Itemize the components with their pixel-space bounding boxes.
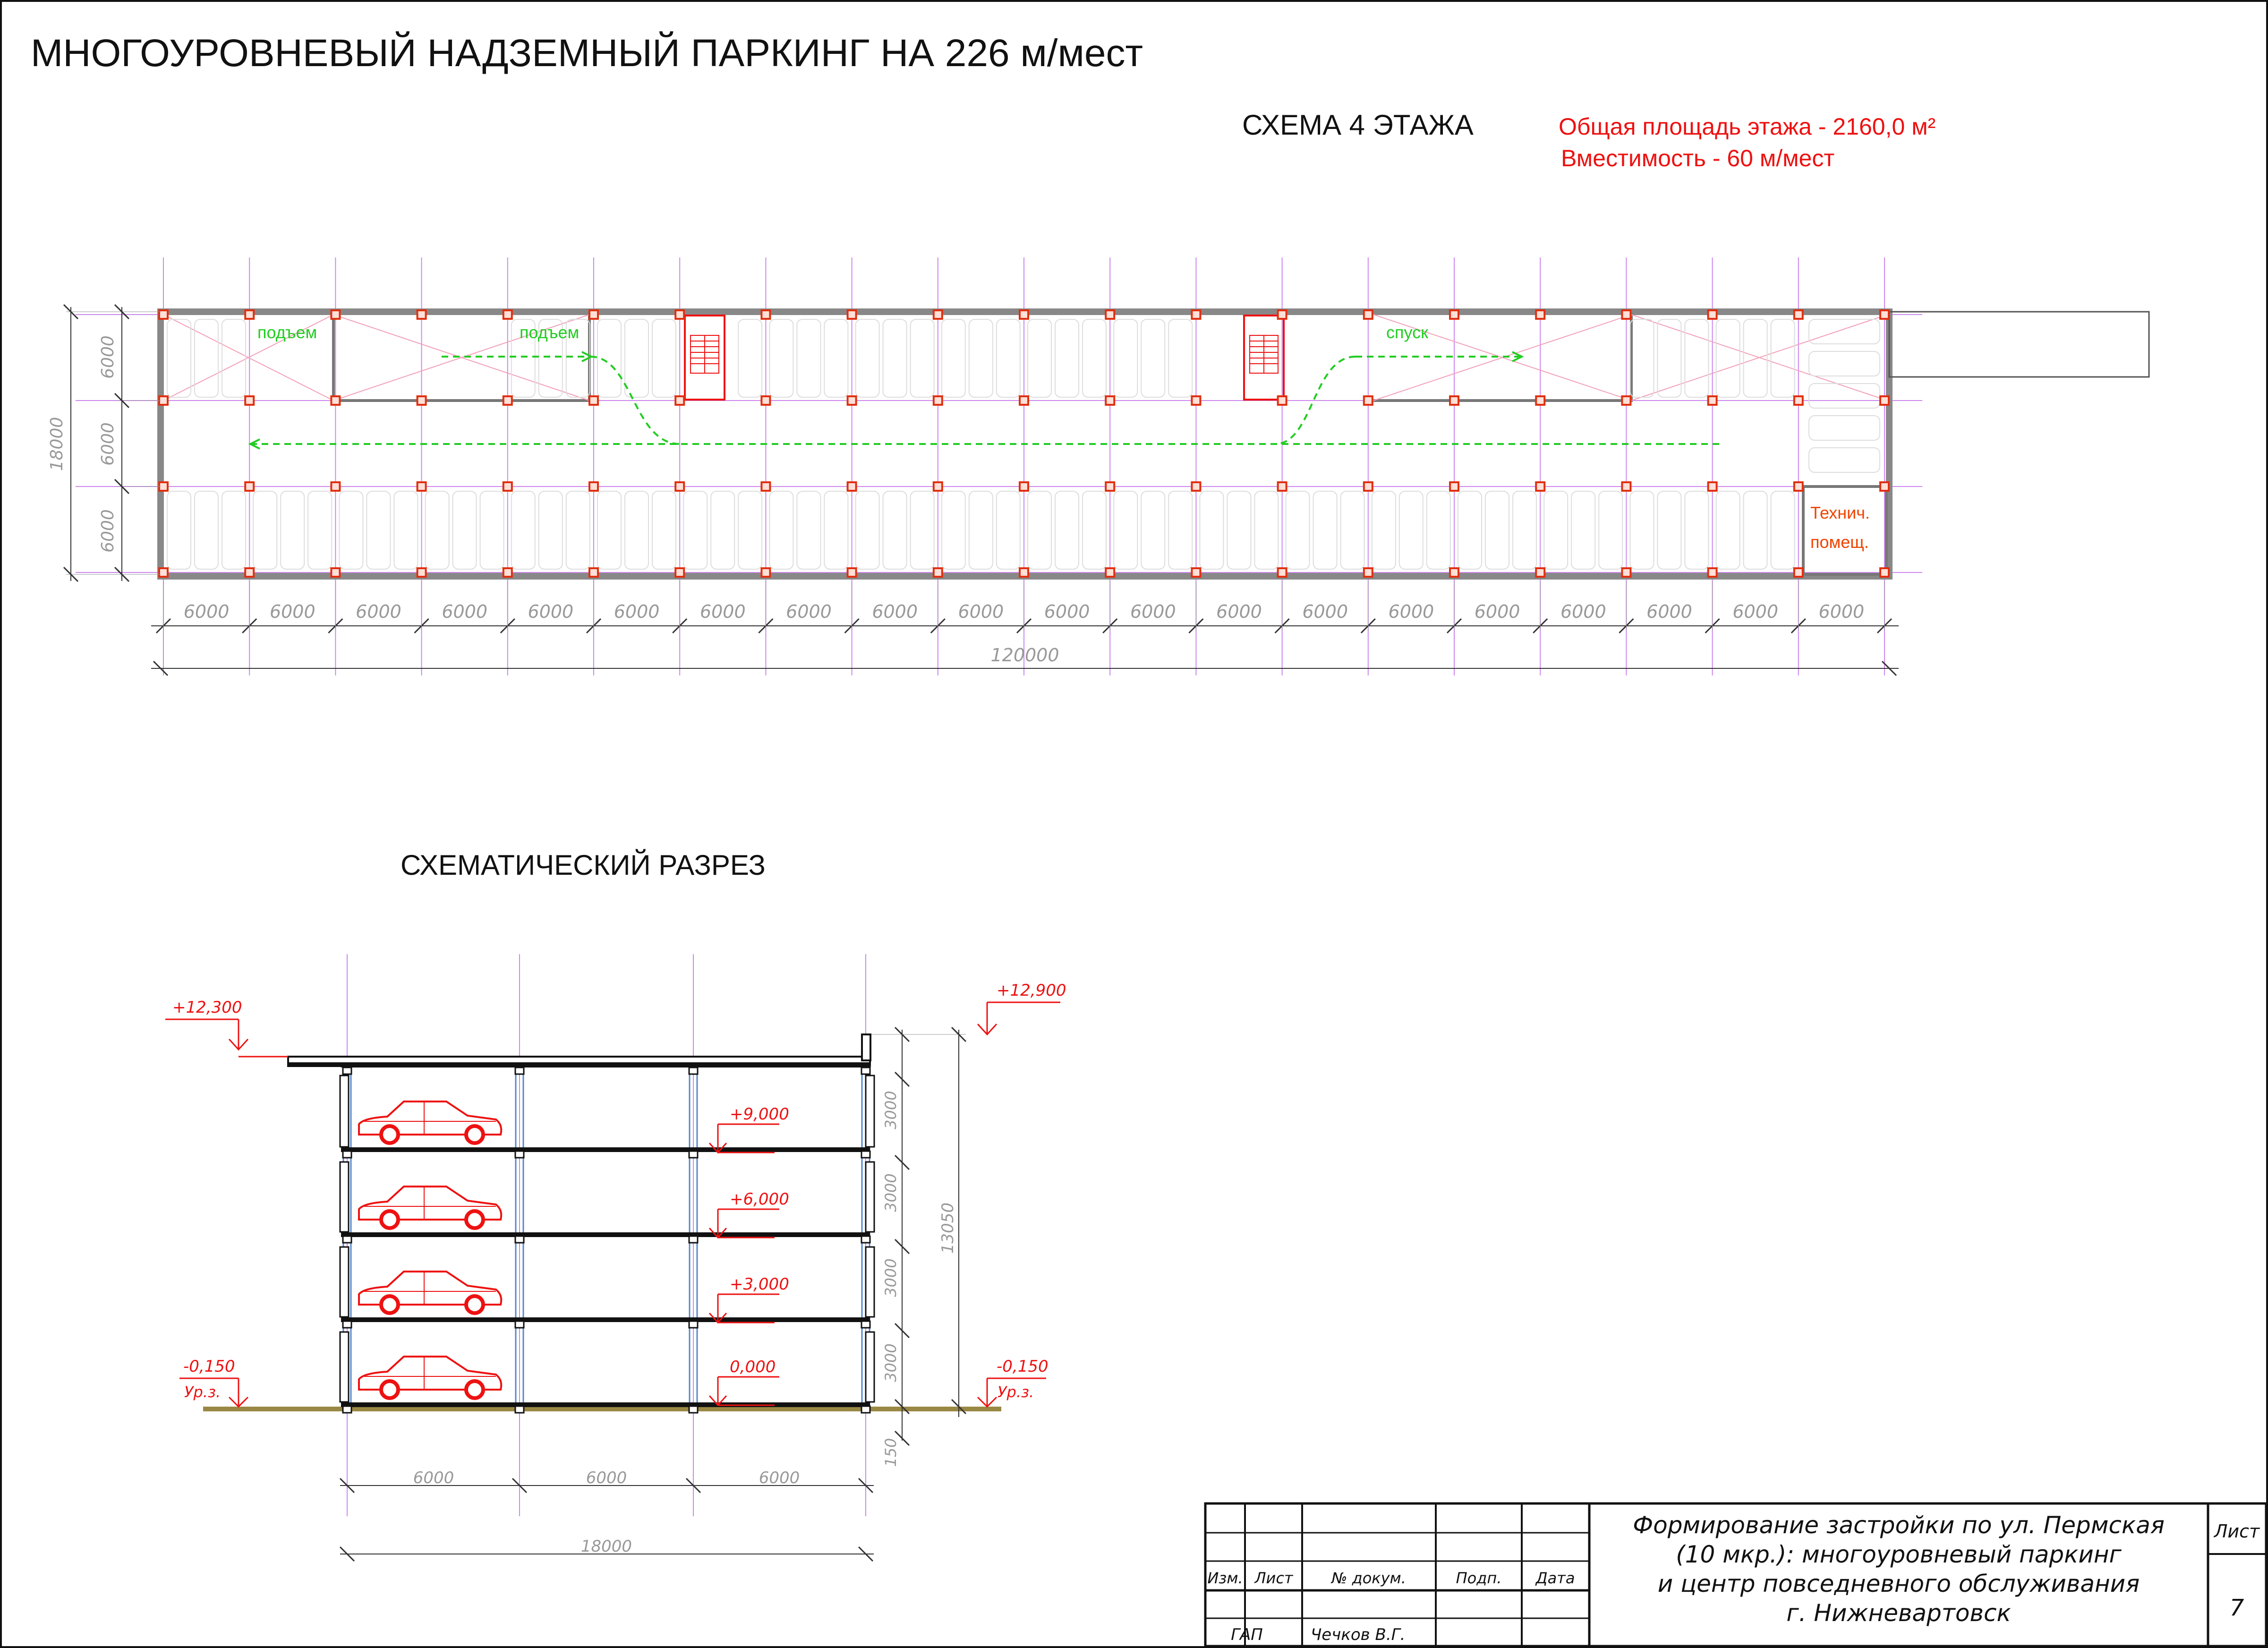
plan-column	[159, 568, 168, 577]
plan-bay-dim: 6000	[786, 601, 832, 622]
plan-bay-dim: 6000	[1474, 601, 1520, 622]
plan-column	[1364, 396, 1373, 405]
parking-stall	[1227, 491, 1251, 569]
slab-support	[515, 1151, 524, 1158]
parking-stall	[1809, 319, 1880, 344]
end-wall	[340, 1332, 349, 1402]
plan-column	[934, 396, 942, 405]
plan-vdim-3: 6000	[98, 509, 118, 553]
parking-stall	[195, 319, 218, 397]
plan-bay-dim: 6000	[1732, 601, 1779, 622]
ground-elevation-left-value: -0,150	[183, 1357, 235, 1376]
slab-support	[861, 1321, 870, 1328]
parking-stall	[453, 491, 477, 569]
plan-column	[848, 568, 856, 577]
plan-column	[1106, 396, 1114, 405]
parking-stall	[426, 491, 449, 569]
plan-column	[1794, 310, 1803, 319]
parking-stall	[1028, 491, 1051, 569]
slab-support	[861, 1406, 870, 1413]
end-wall	[866, 1247, 874, 1317]
plan-column	[1880, 482, 1889, 491]
ground-elevation-left	[179, 1357, 248, 1407]
plan-column	[1622, 568, 1630, 577]
tb-header-date: Дата	[1535, 1569, 1575, 1587]
tb-header-sheet: Лист	[1254, 1569, 1293, 1587]
end-wall	[340, 1247, 349, 1317]
tech-room-label-2: помещ.	[1810, 532, 1869, 552]
parking-stall	[167, 491, 191, 569]
parking-stall	[1771, 319, 1795, 397]
plan-annex	[1889, 312, 2149, 377]
plan-column	[1794, 482, 1803, 491]
storey-dim-3: 3000	[882, 1173, 900, 1212]
section-vertical-dimensions	[871, 1027, 966, 1467]
stairwell-right	[1244, 316, 1284, 400]
ground-line	[203, 1407, 1001, 1411]
tb-role: ГАП	[1231, 1625, 1263, 1644]
tb-header-doc: № докум.	[1331, 1569, 1406, 1587]
tech-room-label-1: Технич.	[1810, 503, 1870, 522]
tb-sheet-label: Лист	[2214, 1521, 2260, 1542]
plan-column	[1536, 396, 1544, 405]
parking-stall	[480, 491, 504, 569]
floor-slab	[341, 1147, 870, 1152]
parking-stall	[1427, 491, 1450, 569]
plan-vdim-1: 6000	[98, 335, 118, 379]
storey-dim-2: 3000	[882, 1258, 900, 1297]
plan-column	[331, 310, 340, 319]
ground-label-right: Ур.з.	[998, 1383, 1034, 1401]
plan-column	[418, 396, 426, 405]
plan-column	[1192, 310, 1200, 319]
plan-column	[503, 310, 512, 319]
car-icon	[359, 1102, 501, 1143]
parking-stall	[308, 491, 332, 569]
plan-column	[503, 396, 512, 405]
capacity-info: Вместимость - 60 м/мест	[1561, 145, 1835, 171]
parking-stall	[1716, 319, 1740, 397]
plan-column	[1278, 482, 1287, 491]
roof-elevation-right	[978, 981, 1066, 1034]
parking-stall	[911, 319, 934, 397]
plan-column	[503, 568, 512, 577]
roof-slab	[288, 1034, 870, 1066]
car-icon	[359, 1272, 501, 1313]
plan-bay-dim: 6000	[1646, 601, 1692, 622]
plan-column	[331, 482, 340, 491]
plan-bay-dim: 6000	[1130, 601, 1176, 622]
slab-support	[515, 1067, 524, 1074]
parking-stall	[625, 491, 648, 569]
plan-bay-dim: 6000	[1216, 601, 1262, 622]
parking-stall	[942, 491, 965, 569]
slab-support	[689, 1236, 698, 1243]
parking-stall	[222, 319, 246, 397]
plan-bay-dim: 6000	[269, 601, 315, 622]
parking-stall	[394, 491, 418, 569]
tb-header-sign: Подп.	[1456, 1569, 1502, 1587]
plan-column	[675, 396, 684, 405]
plan-column	[1192, 568, 1200, 577]
plan-column	[503, 482, 512, 491]
total-height-dim: 13050	[938, 1202, 957, 1254]
plan-column	[1450, 568, 1458, 577]
ground-elevation-right-value: -0,150	[997, 1357, 1049, 1376]
parking-stall	[1168, 319, 1192, 397]
parking-stall	[1716, 491, 1740, 569]
plan-column	[1278, 396, 1287, 405]
plan-column	[1450, 482, 1458, 491]
storey-dim-4: 3000	[882, 1091, 900, 1129]
parking-stall	[769, 491, 793, 569]
plan-column	[1536, 568, 1544, 577]
parking-stall	[1313, 491, 1337, 569]
floor-level-value: 0,000	[730, 1358, 776, 1376]
tb-person: Чечков В.Г.	[1311, 1625, 1406, 1644]
parking-stall	[1141, 491, 1165, 569]
slab-support	[861, 1151, 870, 1158]
parking-stall	[683, 491, 707, 569]
parking-stall	[1114, 491, 1137, 569]
parking-stall	[539, 491, 563, 569]
plan-horizontal-dimensions	[151, 581, 1899, 675]
tb-header-change: Изм.	[1207, 1569, 1243, 1587]
parking-stall	[1055, 491, 1079, 569]
parking-stall	[1599, 491, 1622, 569]
parking-stall	[652, 491, 676, 569]
span-dim-3: 6000	[759, 1469, 800, 1487]
floor-area-info: Общая площадь этажа - 2160,0 м²	[1559, 113, 1936, 140]
plan-column	[589, 482, 598, 491]
plan-column	[1880, 568, 1889, 577]
elevation-roof-left: +12,300	[172, 998, 242, 1017]
slab-support	[689, 1151, 698, 1158]
slab-support	[515, 1406, 524, 1413]
slab-support	[689, 1321, 698, 1328]
floor-slab	[341, 1402, 870, 1407]
plan-column	[1880, 396, 1889, 405]
slab-support	[861, 1236, 870, 1243]
plan-column	[848, 482, 856, 491]
plan-column	[1364, 310, 1373, 319]
sheet-title: МНОГОУРОВНЕВЫЙ НАДЗЕМНЫЙ ПАРКИНГ НА 226 м/мест	[31, 32, 1143, 75]
plan-column	[1278, 310, 1287, 319]
plan-column	[1622, 482, 1630, 491]
parking-stall	[1630, 491, 1654, 569]
parking-stall	[597, 491, 621, 569]
plan-column	[1708, 310, 1717, 319]
tb-sheet-number: 7	[2229, 1595, 2244, 1621]
plan-column	[331, 396, 340, 405]
slab-support	[343, 1236, 351, 1243]
base-dim: 150	[882, 1438, 900, 1467]
plan-bay-dim: 6000	[1302, 601, 1348, 622]
plan-column	[1880, 310, 1889, 319]
plan-column	[1020, 482, 1028, 491]
parking-stall	[1809, 448, 1880, 472]
plan-column	[331, 568, 340, 577]
parking-stall	[222, 491, 246, 569]
parking-stall	[652, 319, 676, 397]
plan-column	[245, 396, 254, 405]
plan-column	[1106, 482, 1114, 491]
parking-stall	[1685, 491, 1708, 569]
plan-vdim-total: 18000	[47, 417, 67, 471]
parking-stall	[1114, 319, 1137, 397]
plan-column	[245, 482, 254, 491]
ground-elevation-right	[978, 1357, 1049, 1407]
plan-bay-dim: 6000	[1044, 601, 1090, 622]
elevation-roof-right: +12,900	[997, 981, 1066, 1000]
parking-stall	[1200, 491, 1223, 569]
plan-column	[848, 396, 856, 405]
parking-stall	[281, 491, 304, 569]
plan-column	[1536, 482, 1544, 491]
parking-stall	[1657, 491, 1681, 569]
end-wall	[866, 1162, 874, 1232]
parking-stall	[997, 319, 1020, 397]
parking-stall	[797, 319, 820, 397]
slab-support	[861, 1067, 870, 1074]
parking-stall	[1254, 491, 1278, 569]
plan-bay-dim: 6000	[872, 601, 918, 622]
plan-column	[589, 310, 598, 319]
floor-level-value: +3,000	[730, 1275, 789, 1294]
ramp-up-label-1: подъем	[257, 323, 317, 342]
storey-dim-1: 3000	[882, 1343, 900, 1382]
end-wall	[866, 1332, 874, 1402]
parking-stall	[625, 319, 648, 397]
parking-stall	[824, 491, 848, 569]
plan-column	[675, 568, 684, 577]
parking-stall	[195, 491, 218, 569]
plan-bay-dim: 6000	[958, 601, 1004, 622]
parking-stall	[339, 491, 363, 569]
parking-stall	[1685, 319, 1708, 397]
plan-bay-dim: 6000	[699, 601, 746, 622]
plan-bay-dim: 6000	[528, 601, 574, 622]
slab-support	[343, 1321, 351, 1328]
plan-column	[1708, 568, 1717, 577]
parking-stall	[969, 319, 993, 397]
section-horizontal-dimensions	[340, 1469, 874, 1561]
plan-column	[1106, 568, 1114, 577]
parking-stall	[738, 319, 762, 397]
parking-stall	[1744, 319, 1767, 397]
ramp-down-label: спуск	[1386, 323, 1428, 342]
parking-stall	[1028, 319, 1051, 397]
parking-stall	[1809, 351, 1880, 376]
parking-stall	[1055, 319, 1079, 397]
plan-column	[761, 482, 770, 491]
span-dim-1: 6000	[413, 1469, 454, 1487]
slab-support	[515, 1321, 524, 1328]
plan-column	[1450, 396, 1458, 405]
total-width-dim: 18000	[580, 1537, 632, 1556]
tb-project-line4: г. Нижневартовск	[1786, 1599, 2011, 1627]
stairwell-left	[685, 316, 725, 400]
plan-column	[245, 310, 254, 319]
plan-bay-dim: 6000	[1388, 601, 1434, 622]
floor-level-value: +6,000	[730, 1190, 789, 1209]
slab-support	[343, 1151, 351, 1158]
parking-stall	[1286, 491, 1310, 569]
plan-bay-dim: 6000	[1560, 601, 1606, 622]
plan-column	[1794, 568, 1803, 577]
parking-stall	[1771, 491, 1795, 569]
plan-bay-dim: 6000	[442, 601, 488, 622]
slab-support	[343, 1067, 351, 1074]
parking-stall	[597, 319, 621, 397]
tb-project-line3: и центр повседневного обслуживания	[1657, 1570, 2140, 1597]
parking-stall	[1513, 491, 1536, 569]
plan-column	[1708, 482, 1717, 491]
parking-stall	[1341, 491, 1364, 569]
tb-project-line2: (10 мкр.): многоуровневый паркинг	[1676, 1541, 2122, 1568]
parking-stall	[738, 491, 762, 569]
parking-stall	[856, 319, 879, 397]
plan-total-length: 120000	[990, 645, 1059, 666]
parking-stall	[1485, 491, 1509, 569]
car-icon	[359, 1357, 501, 1398]
plan-bay-dim: 6000	[356, 601, 401, 622]
plan-column	[1278, 568, 1287, 577]
ramp-up-label-2: подъем	[520, 323, 580, 342]
parking-stall	[1168, 491, 1192, 569]
parking-stall	[1372, 491, 1396, 569]
parking-stall	[1571, 491, 1595, 569]
plan-column	[1192, 396, 1200, 405]
section-title: СХЕМАТИЧЕСКИЙ РАЗРЕЗ	[401, 849, 766, 881]
section-floors	[340, 1064, 874, 1413]
parking-stall	[911, 491, 934, 569]
parking-stall	[856, 491, 879, 569]
plan-column	[1364, 482, 1373, 491]
span-dim-2: 6000	[586, 1469, 627, 1487]
plan-bay-dim: 6000	[614, 601, 660, 622]
plan-vdim-2: 6000	[98, 422, 118, 466]
tb-project-line1: Формирование застройки по ул. Пермская	[1633, 1511, 2165, 1539]
parking-stall	[969, 491, 993, 569]
parking-stall	[253, 491, 277, 569]
plan-column	[761, 396, 770, 405]
plan-column	[1536, 310, 1544, 319]
ground-label-left: Ур.з.	[184, 1383, 221, 1401]
roof-slab-line	[341, 1064, 870, 1067]
plan-column	[1450, 310, 1458, 319]
plan-column	[934, 482, 942, 491]
plan-column	[761, 568, 770, 577]
plan-column	[934, 568, 942, 577]
plan-column	[1794, 396, 1803, 405]
parking-stall	[1141, 319, 1165, 397]
plan-column	[1020, 396, 1028, 405]
parking-stall	[1630, 319, 1654, 397]
parking-stall	[883, 491, 907, 569]
plan-column	[1020, 568, 1028, 577]
plan-column	[1106, 310, 1114, 319]
parking-stall	[1657, 319, 1681, 397]
floor-slab	[341, 1232, 870, 1237]
parking-stall	[824, 319, 848, 397]
parking-stall	[1083, 491, 1106, 569]
floor-slab	[341, 1317, 870, 1322]
plan-column	[418, 310, 426, 319]
plan-column	[1622, 310, 1630, 319]
slab-support	[343, 1406, 351, 1413]
slab-support	[689, 1067, 698, 1074]
parking-stall	[1399, 491, 1423, 569]
end-wall	[340, 1076, 349, 1147]
parking-stall	[942, 319, 965, 397]
plan-column	[1020, 310, 1028, 319]
parking-stall	[1544, 491, 1568, 569]
plan-column	[245, 568, 254, 577]
plan-column	[589, 396, 598, 405]
parking-stall	[769, 319, 793, 397]
parking-stall	[711, 491, 734, 569]
tech-room	[1803, 487, 1886, 574]
section-cars	[359, 1102, 501, 1398]
parking-stall	[797, 491, 820, 569]
parking-stall	[566, 491, 590, 569]
plan-bay-dim: 6000	[183, 601, 230, 622]
plan-column	[675, 482, 684, 491]
slab-support	[689, 1406, 698, 1413]
plan-column	[1622, 396, 1630, 405]
plan-bay-dim: 6000	[1818, 601, 1865, 622]
plan-title: СХЕМА 4 ЭТАЖА	[1242, 109, 1474, 141]
parking-stall	[1809, 416, 1880, 440]
car-icon	[359, 1187, 501, 1228]
parking-stall	[1809, 384, 1880, 408]
plan-column	[1192, 482, 1200, 491]
parking-stall	[367, 491, 390, 569]
plan-column	[675, 310, 684, 319]
parking-stall	[1458, 491, 1482, 569]
plan-column	[1364, 568, 1373, 577]
end-wall	[340, 1162, 349, 1232]
slab-support	[515, 1236, 524, 1243]
parking-stall	[883, 319, 907, 397]
parking-stall	[167, 319, 191, 397]
plan-column	[418, 568, 426, 577]
plan-column	[934, 310, 942, 319]
plan-column	[418, 482, 426, 491]
plan-column	[1708, 396, 1717, 405]
parking-stall	[1744, 491, 1767, 569]
parking-stall	[1083, 319, 1106, 397]
floor-level-value: +9,000	[730, 1105, 789, 1124]
plan-vertical-dimensions	[47, 305, 161, 581]
plan-column	[848, 310, 856, 319]
roof-elevation-left	[165, 998, 288, 1057]
parking-stall	[512, 491, 535, 569]
plan-column	[589, 568, 598, 577]
parking-stall	[997, 491, 1020, 569]
end-wall	[866, 1076, 874, 1147]
plan-column	[761, 310, 770, 319]
